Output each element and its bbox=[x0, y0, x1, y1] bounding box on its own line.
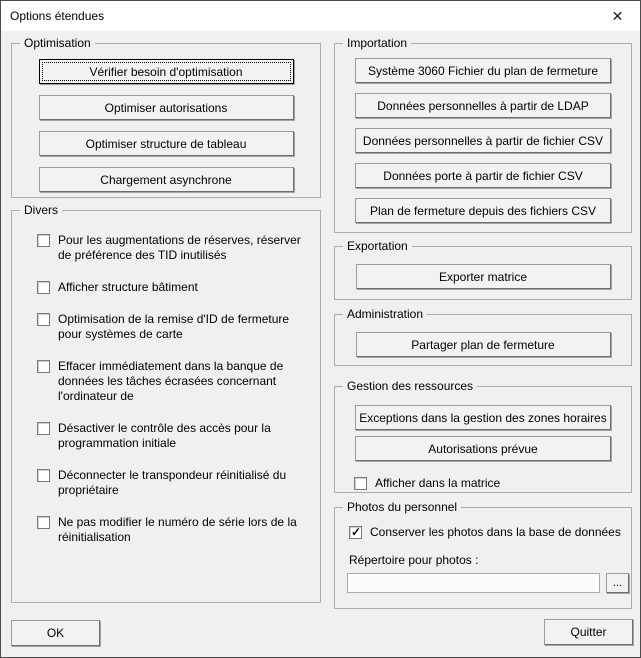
checkbox-label: Afficher structure bâtiment bbox=[58, 280, 198, 294]
checkbox-row-keep-photos-db bbox=[349, 525, 631, 540]
group-optimisation bbox=[11, 36, 321, 198]
import-locking-plan-csv-button[interactable]: Plan de fermeture depuis des fichiers CSV bbox=[355, 198, 611, 223]
group-exportation bbox=[334, 239, 632, 300]
planned-authorizations-button[interactable]: Autorisations prévue bbox=[355, 436, 611, 461]
photos-directory-label: Répertoire pour photos : bbox=[349, 553, 479, 567]
photos-directory-row bbox=[347, 573, 631, 593]
group-divers-title: Divers bbox=[20, 203, 62, 218]
ok-button[interactable]: OK bbox=[11, 620, 100, 646]
checkbox-row-show-in-matrix bbox=[354, 476, 631, 491]
checkbox-disconnect-transponder[interactable] bbox=[37, 469, 50, 482]
window-title: Options étendues bbox=[10, 9, 105, 23]
import-system3060-plan-button[interactable]: Système 3060 Fichier du plan de fermeture bbox=[355, 58, 611, 83]
checkbox-row-disable-access-control bbox=[37, 421, 320, 451]
close-icon: ✕ bbox=[611, 8, 624, 24]
checkbox-keep-serial-number[interactable] bbox=[37, 516, 50, 529]
checkbox-disable-access-control[interactable] bbox=[37, 422, 50, 435]
checkbox-reserve-unused-tid[interactable] bbox=[37, 234, 50, 247]
group-resource-management bbox=[334, 379, 632, 493]
checkbox-label: Ne pas modifier le numéro de série lors de la réinitialisation bbox=[58, 515, 297, 544]
checkbox-label: Désactiver le contrôle des accès pour la programmation initiale bbox=[58, 421, 271, 450]
close-button[interactable] bbox=[595, 1, 640, 31]
browse-directory-button[interactable]: ... bbox=[606, 573, 629, 593]
titlebar bbox=[1, 1, 640, 31]
checkbox-delete-overwritten-tasks[interactable] bbox=[37, 360, 50, 373]
photos-directory-input[interactable] bbox=[347, 573, 600, 593]
checkbox-show-in-matrix[interactable] bbox=[354, 477, 367, 490]
share-locking-plan-button[interactable]: Partager plan de fermeture bbox=[356, 332, 611, 357]
checkbox-label: Optimisation de la remise d'ID de fermeture pour systèmes de carte bbox=[58, 312, 290, 341]
import-personal-data-ldap-button[interactable]: Données personnelles à partir de LDAP bbox=[355, 93, 611, 118]
checkbox-row-disconnect-transponder bbox=[37, 468, 320, 498]
quit-button[interactable]: Quitter bbox=[544, 619, 633, 645]
group-importation bbox=[334, 36, 632, 233]
checkbox-label: Effacer immédiatement dans la banque de données les tâches écrasées concernant l'ordinateur de bbox=[58, 359, 284, 403]
checkbox-row-lock-id-optimization bbox=[37, 312, 320, 342]
group-importation-title: Importation bbox=[343, 36, 411, 51]
checkbox-row-delete-overwritten-tasks bbox=[37, 359, 320, 404]
group-administration bbox=[334, 307, 632, 366]
group-staff-photos bbox=[334, 500, 632, 609]
import-door-data-csv-button[interactable]: Données porte à partir de fichier CSV bbox=[355, 163, 611, 188]
checkbox-label: Afficher dans la matrice bbox=[375, 476, 501, 490]
optimize-authorizations-button[interactable]: Optimiser autorisations bbox=[39, 95, 294, 120]
group-exportation-title: Exportation bbox=[343, 239, 412, 254]
group-resource-management-title: Gestion des ressources bbox=[343, 379, 477, 394]
checkbox-label: Conserver les photos dans la base de données bbox=[370, 525, 621, 539]
checkbox-row-keep-serial-number bbox=[37, 515, 320, 545]
optimize-table-structure-button[interactable]: Optimiser structure de tableau bbox=[39, 131, 294, 156]
checkbox-keep-photos-db[interactable] bbox=[349, 526, 362, 539]
verify-optimization-need-button[interactable]: Vérifier besoin d'optimisation bbox=[39, 59, 294, 84]
group-divers bbox=[11, 203, 321, 603]
checkbox-show-building-structure[interactable] bbox=[37, 281, 50, 294]
export-matrix-button[interactable]: Exporter matrice bbox=[356, 264, 611, 289]
import-personal-data-csv-button[interactable]: Données personnelles à partir de fichier CSV bbox=[355, 128, 611, 153]
checkbox-label: Déconnecter le transpondeur réinitialisé du propriétaire bbox=[58, 468, 287, 497]
async-loading-button[interactable]: Chargement asynchrone bbox=[39, 167, 294, 192]
timezone-exceptions-button[interactable]: Exceptions dans la gestion des zones horaires bbox=[355, 405, 611, 430]
group-staff-photos-title: Photos du personnel bbox=[343, 500, 461, 515]
checkbox-lock-id-optimization[interactable] bbox=[37, 313, 50, 326]
group-administration-title: Administration bbox=[343, 307, 427, 322]
checkbox-row-reserve-unused-tid bbox=[37, 233, 320, 263]
checkbox-label: Pour les augmentations de réserves, réserver de préférence des TID inutilisés bbox=[58, 233, 301, 262]
group-optimisation-title: Optimisation bbox=[20, 36, 95, 51]
checkbox-row-show-building-structure bbox=[37, 280, 320, 295]
